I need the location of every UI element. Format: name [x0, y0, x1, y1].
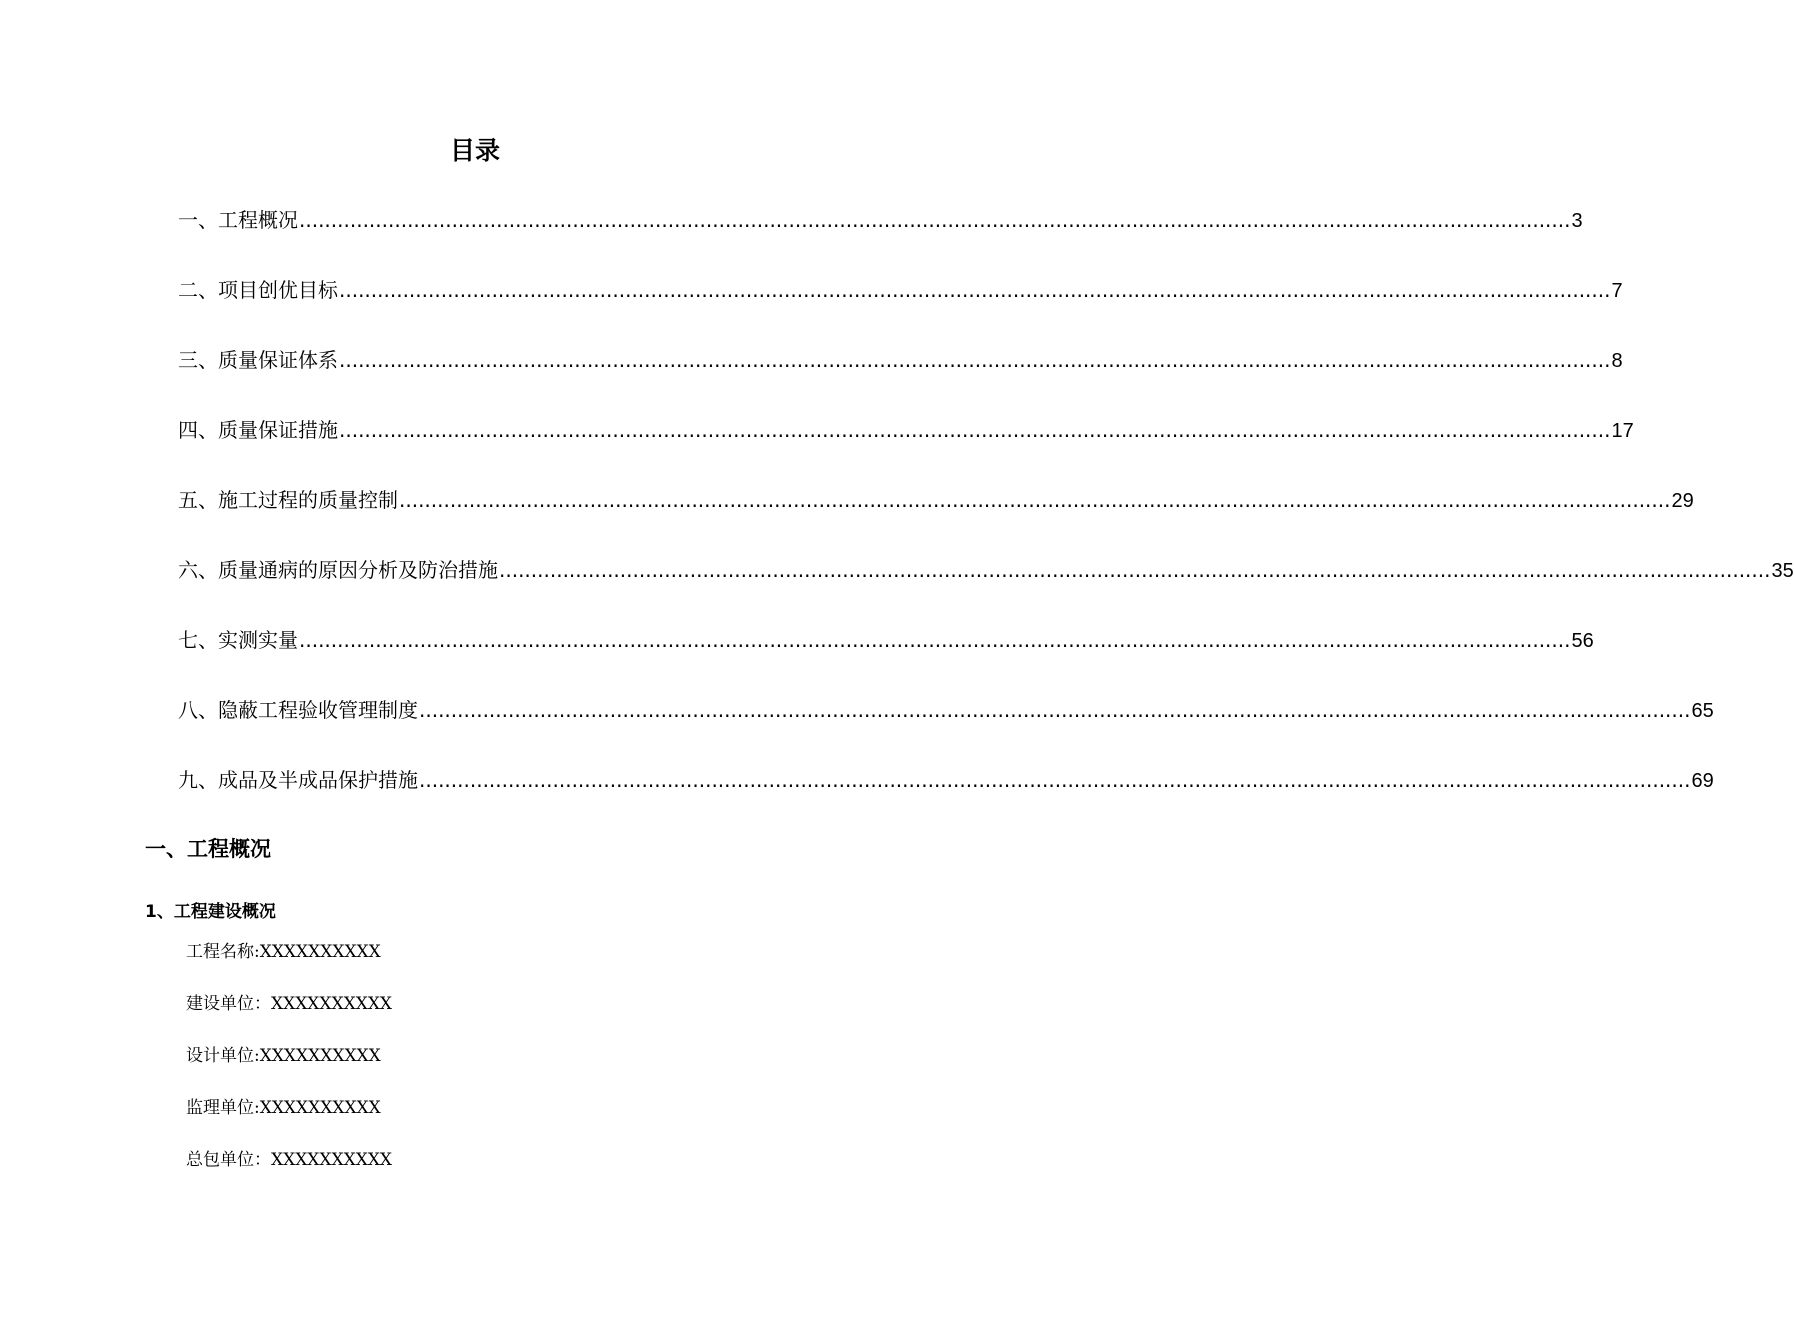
toc-entry-label: 八、隐蔽工程验收管理制度	[178, 698, 418, 722]
supervision-unit-line: 监理单位:XXXXXXXXXX	[186, 1098, 381, 1118]
toc-entry-page: 35	[1771, 560, 1794, 582]
toc-entry[interactable]	[178, 550, 1794, 620]
toc-leader-dots: ........................................................................................................................................................................................................	[499, 558, 1771, 582]
toc-leader-dots: ........................................................................................................................................................................................................	[399, 488, 1671, 512]
toc-entry-label: 三、质量保证体系	[178, 348, 338, 372]
project-info-list	[186, 938, 392, 1198]
project-name-line: 工程名称:XXXXXXXXXX	[186, 942, 381, 962]
general-contractor-line: 总包单位：XXXXXXXXXX	[186, 1150, 393, 1170]
toc-leader-dots: ........................................................................................................................................................................................................	[339, 278, 1611, 302]
toc-entry-page: 7	[1611, 280, 1623, 302]
toc-entry-page: 17	[1611, 420, 1634, 442]
toc-leader-dots: ........................................................................................................................................................................................................	[339, 348, 1611, 372]
subsection-heading: 1、工程建设概况	[145, 902, 276, 922]
toc-leader-dots: ........................................................................................................................................................................................................	[419, 698, 1691, 722]
toc-entry-page: 65	[1691, 700, 1714, 722]
toc-entry[interactable]	[178, 410, 1634, 480]
toc-leader-dots: ........................................................................................................................................................................................................	[339, 418, 1611, 442]
toc-entry-label: 四、质量保证措施	[178, 418, 338, 442]
toc-leader-dots: ........................................................................................................................................................................................................	[299, 628, 1571, 652]
toc-entry-page: 3	[1571, 210, 1583, 232]
toc-entry-page: 8	[1611, 350, 1623, 372]
construction-unit-line: 建设单位：XXXXXXXXXX	[186, 994, 393, 1014]
design-unit-line: 设计单位:XXXXXXXXXX	[186, 1046, 381, 1066]
toc-entry-label: 五、施工过程的质量控制	[178, 488, 398, 512]
toc-entry-page: 56	[1571, 630, 1594, 652]
toc-entry[interactable]	[178, 690, 1714, 760]
toc-entry[interactable]	[178, 620, 1594, 690]
toc-entry-label: 七、实测实量	[178, 628, 298, 652]
toc-entry-label: 二、项目创优目标	[178, 278, 338, 302]
toc-entry[interactable]	[178, 340, 1623, 410]
toc-entry-label: 九、成品及半成品保护措施	[178, 768, 418, 792]
toc-list	[178, 200, 1794, 830]
toc-entry-label: 六、质量通病的原因分析及防治措施	[178, 558, 498, 582]
toc-entry-page: 29	[1671, 490, 1694, 512]
section-heading: 一、工程概况	[145, 837, 271, 861]
toc-leader-dots: ........................................................................................................................................................................................................	[299, 208, 1571, 232]
toc-entry[interactable]	[178, 200, 1583, 270]
toc-entry-label: 一、工程概况	[178, 208, 298, 232]
toc-title: 目录	[449, 136, 500, 165]
toc-entry-page: 69	[1691, 770, 1714, 792]
toc-entry[interactable]	[178, 270, 1623, 340]
toc-leader-dots: ........................................................................................................................................................................................................	[419, 768, 1691, 792]
toc-entry[interactable]	[178, 480, 1694, 550]
toc-entry[interactable]	[178, 760, 1714, 830]
